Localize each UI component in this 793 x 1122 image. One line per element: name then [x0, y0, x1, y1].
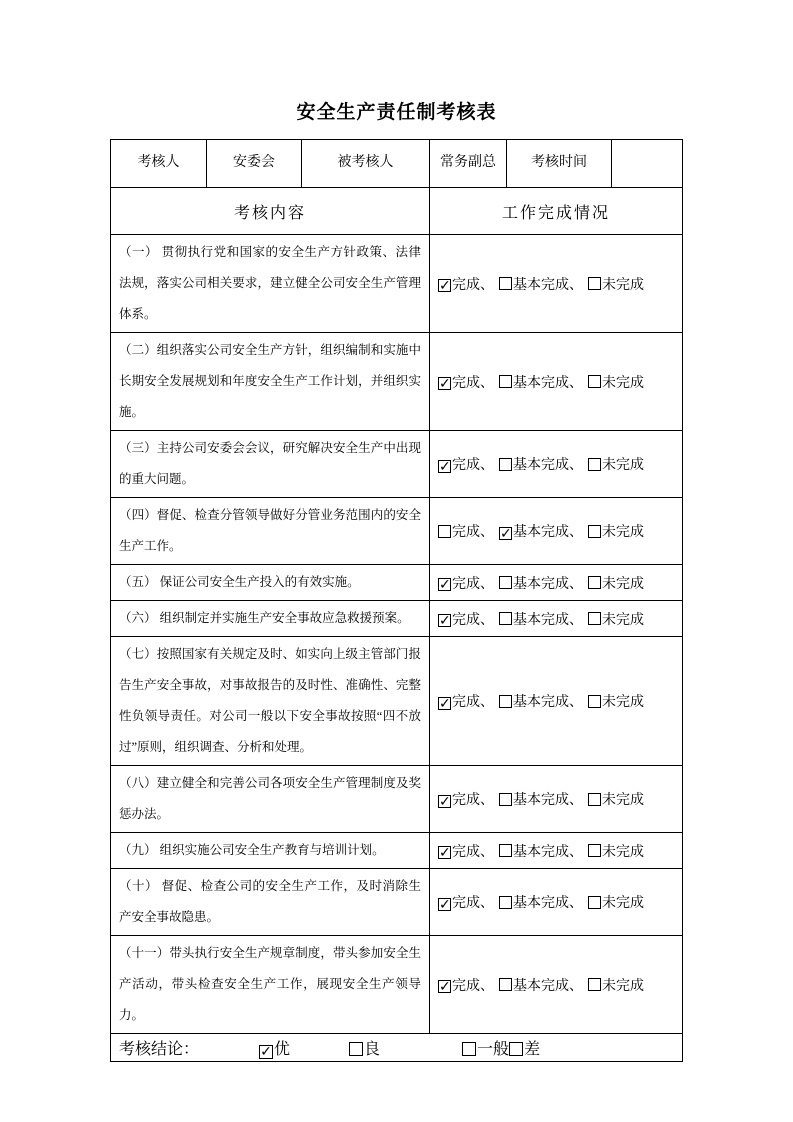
status-option-done: ✓完成、 [439, 576, 494, 593]
status-option-not-done: 未完成 [588, 845, 644, 860]
assessment-table [110, 139, 683, 1062]
status-cell [430, 333, 683, 431]
checkbox-mostly-done[interactable] [499, 844, 512, 857]
status-option-done: ✓完成、 [439, 458, 494, 475]
status-cell [430, 833, 683, 869]
assessment-rows [111, 235, 683, 1034]
assessment-item-text: （九） 组织实施公司安全生产教育与培训计划。 [119, 843, 385, 857]
assessment-item-cell [111, 766, 430, 833]
status-cell [430, 235, 683, 333]
status-option-mostly-done: 基本完成、 [499, 278, 588, 293]
checkbox-mostly-done[interactable] [499, 375, 512, 388]
assessment-item-cell [111, 431, 430, 498]
status-cell [430, 936, 683, 1034]
checkbox-mostly-done[interactable] [499, 896, 512, 909]
status-option-done: 完成、 [438, 525, 499, 540]
status-option-mostly-done: 基本完成、 [499, 979, 588, 994]
checkbox-not-done[interactable] [588, 525, 601, 538]
status-option-mostly-done: 基本完成、 [499, 695, 588, 710]
assessment-item-cell [111, 333, 430, 431]
checkbox-not-done[interactable] [588, 896, 601, 909]
checkbox-not-done[interactable] [588, 277, 601, 290]
conclusion-option: ✓ 优 [260, 1041, 291, 1060]
assessment-row [111, 766, 683, 833]
checkbox-mostly-done[interactable] [499, 612, 512, 625]
status-option-mostly-done: 基本完成、 [499, 458, 588, 473]
checkbox-mostly-done[interactable] [499, 695, 512, 708]
page-title: 安全生产责任制考核表 [296, 102, 497, 123]
status-option-mostly-done: 基本完成、 [499, 613, 588, 628]
assessment-item-cell [111, 869, 430, 936]
status-option-not-done: 未完成 [588, 278, 644, 293]
checkbox-not-done[interactable] [588, 793, 601, 806]
conclusion-row [111, 1034, 683, 1062]
conclusion-option: 良 [349, 1036, 380, 1059]
checkbox-done[interactable]: ✓ [439, 695, 451, 712]
status-option-mostly-done: 基本完成、 [499, 845, 588, 860]
conclusion-label: 考核结论： [119, 1041, 200, 1058]
status-cell [430, 766, 683, 833]
conclusion-option: 一般 [462, 1036, 509, 1059]
conclusion-checkbox[interactable] [462, 1042, 476, 1056]
checkbox-mostly-done[interactable] [499, 793, 512, 806]
status-option-not-done: 未完成 [588, 979, 644, 994]
status-option-not-done: 未完成 [588, 525, 644, 540]
status-option-mostly-done: 基本完成、 [499, 577, 588, 592]
assessment-time-label: 考核时间 [507, 140, 612, 188]
checkbox-done[interactable]: ✓ [439, 979, 451, 995]
checkbox-mostly-done[interactable] [499, 277, 512, 290]
checkbox-not-done[interactable] [588, 978, 601, 991]
table-header-row [111, 140, 683, 188]
status-cell [430, 431, 683, 498]
status-option-not-done: 未完成 [588, 458, 644, 473]
checkbox-mostly-done[interactable] [499, 978, 512, 991]
assessee-value[interactable]: 常务副总 [430, 140, 507, 188]
section-header-row [111, 188, 683, 235]
assessment-item-text: （七）按照国家有关规定及时、如实向上级主管部门报告生产安全事故，对事故报告的及时性、准确性、完整性负领导责任。对公司一般以下安全事故按照“四不放过”原则，组织调查、分析和处理。 [119, 647, 421, 754]
assessment-item-cell [111, 498, 430, 565]
assessment-item-text: （五） 保证公司安全生产投入的有效实施。 [119, 575, 360, 589]
checkbox-mostly-done[interactable]: ✓ [500, 525, 512, 542]
assessment-row [111, 498, 683, 565]
status-option-mostly-done: 基本完成、 [499, 376, 588, 391]
conclusion-checkbox[interactable] [509, 1042, 523, 1056]
conclusion-checkbox[interactable] [349, 1042, 363, 1056]
checkbox-done[interactable]: ✓ [439, 376, 451, 392]
status-cell [430, 637, 683, 766]
assessment-row [111, 936, 683, 1034]
checkbox-done[interactable]: ✓ [439, 896, 451, 913]
assessment-item-text: （六） 组织制定并实施生产安全事故应急救援预案。 [119, 611, 410, 625]
status-cell [430, 498, 683, 565]
checkbox-not-done[interactable] [588, 576, 601, 589]
assessment-item-text: （十） 督促、检查公司的安全生产工作，及时消除生产安全事故隐患。 [119, 879, 421, 924]
checkbox-mostly-done[interactable] [499, 458, 512, 471]
assessment-item-cell [111, 936, 430, 1034]
assessment-row [111, 601, 683, 637]
status-option-done: ✓完成、 [439, 375, 494, 392]
assessor-label: 考核人 [111, 140, 207, 188]
assessment-item-cell [111, 235, 430, 333]
assessment-time-value[interactable] [612, 140, 683, 188]
assessment-row [111, 235, 683, 333]
assessment-item-cell [111, 833, 430, 869]
conclusion-option: 差 [509, 1036, 540, 1059]
checkbox-done[interactable]: ✓ [439, 613, 451, 629]
status-option-not-done: 未完成 [588, 896, 644, 911]
checkbox-not-done[interactable] [588, 695, 601, 708]
assessment-row [111, 869, 683, 936]
assessee-label: 被考核人 [302, 140, 430, 188]
assessment-row [111, 333, 683, 431]
status-option-done: ✓完成、 [439, 277, 494, 294]
status-option-not-done: 未完成 [588, 793, 644, 808]
checkbox-done[interactable]: ✓ [439, 793, 451, 810]
checkbox-done[interactable]: ✓ [439, 845, 451, 861]
status-option-not-done: 未完成 [588, 376, 644, 391]
assessment-item-cell [111, 601, 430, 637]
status-option-done: ✓完成、 [439, 695, 494, 712]
checkbox-done[interactable] [438, 525, 451, 538]
assessment-item-text: （八）建立健全和完善公司各项安全生产管理制度及奖惩办法。 [119, 776, 421, 821]
status-option-done: ✓完成、 [439, 612, 494, 629]
assessment-item-text: （四）督促、检查分管领导做好分管业务范围内的安全生产工作。 [119, 508, 421, 553]
status-cell [430, 869, 683, 936]
status-option-mostly-done: 基本完成、 [499, 793, 588, 808]
conclusion-options [119, 1036, 674, 1059]
status-option-not-done: 未完成 [588, 613, 644, 628]
checkbox-mostly-done[interactable] [499, 576, 512, 589]
conclusion-cell [111, 1034, 683, 1062]
content-column-header: 考核内容 [111, 188, 430, 235]
assessment-row [111, 431, 683, 498]
assessment-item-text: （二）组织落实公司安全生产方针，组织编制和实施中长期安全发展规划和年度安全生产工作计划，并组织实施。 [119, 343, 421, 419]
status-option-done: ✓完成、 [439, 978, 494, 995]
assessment-row [111, 637, 683, 766]
assessor-value[interactable]: 安委会 [207, 140, 302, 188]
assessment-item-cell [111, 565, 430, 601]
status-option-not-done: 未完成 [588, 695, 644, 710]
status-option-mostly-done: ✓基本完成、 [500, 525, 583, 542]
status-option-done: ✓完成、 [439, 844, 494, 861]
checkbox-done[interactable]: ✓ [439, 458, 451, 475]
status-option-done: ✓完成、 [439, 793, 494, 810]
status-option-done: ✓完成、 [439, 896, 494, 913]
checkbox-done[interactable]: ✓ [439, 278, 451, 294]
status-option-mostly-done: 基本完成、 [499, 896, 588, 911]
status-cell [430, 565, 683, 601]
assessment-item-text: （一） 贯彻执行党和国家的安全生产方针政策、法律法规，落实公司相关要求，建立健全公司安全生产管理体系。 [119, 245, 421, 321]
checkbox-not-done[interactable] [588, 458, 601, 471]
status-cell [430, 601, 683, 637]
assessment-row [111, 833, 683, 869]
checkbox-not-done[interactable] [588, 375, 601, 388]
status-option-not-done: 未完成 [588, 577, 644, 592]
checkbox-not-done[interactable] [588, 612, 601, 625]
assessment-item-text: （三）主持公司安委会会议，研究解决安全生产中出现的重大问题。 [119, 441, 421, 486]
assessment-row [111, 565, 683, 601]
checkbox-not-done[interactable] [588, 844, 601, 857]
checkbox-done[interactable]: ✓ [439, 577, 451, 593]
assessment-item-cell [111, 637, 430, 766]
status-column-header: 工作完成情况 [430, 188, 683, 235]
conclusion-checkbox[interactable]: ✓ [260, 1044, 272, 1060]
assessment-item-text: （十一）带头执行安全生产规章制度，带头参加安全生产活动，带头检查安全生产工作，展现安全生产领导力。 [119, 946, 421, 1022]
